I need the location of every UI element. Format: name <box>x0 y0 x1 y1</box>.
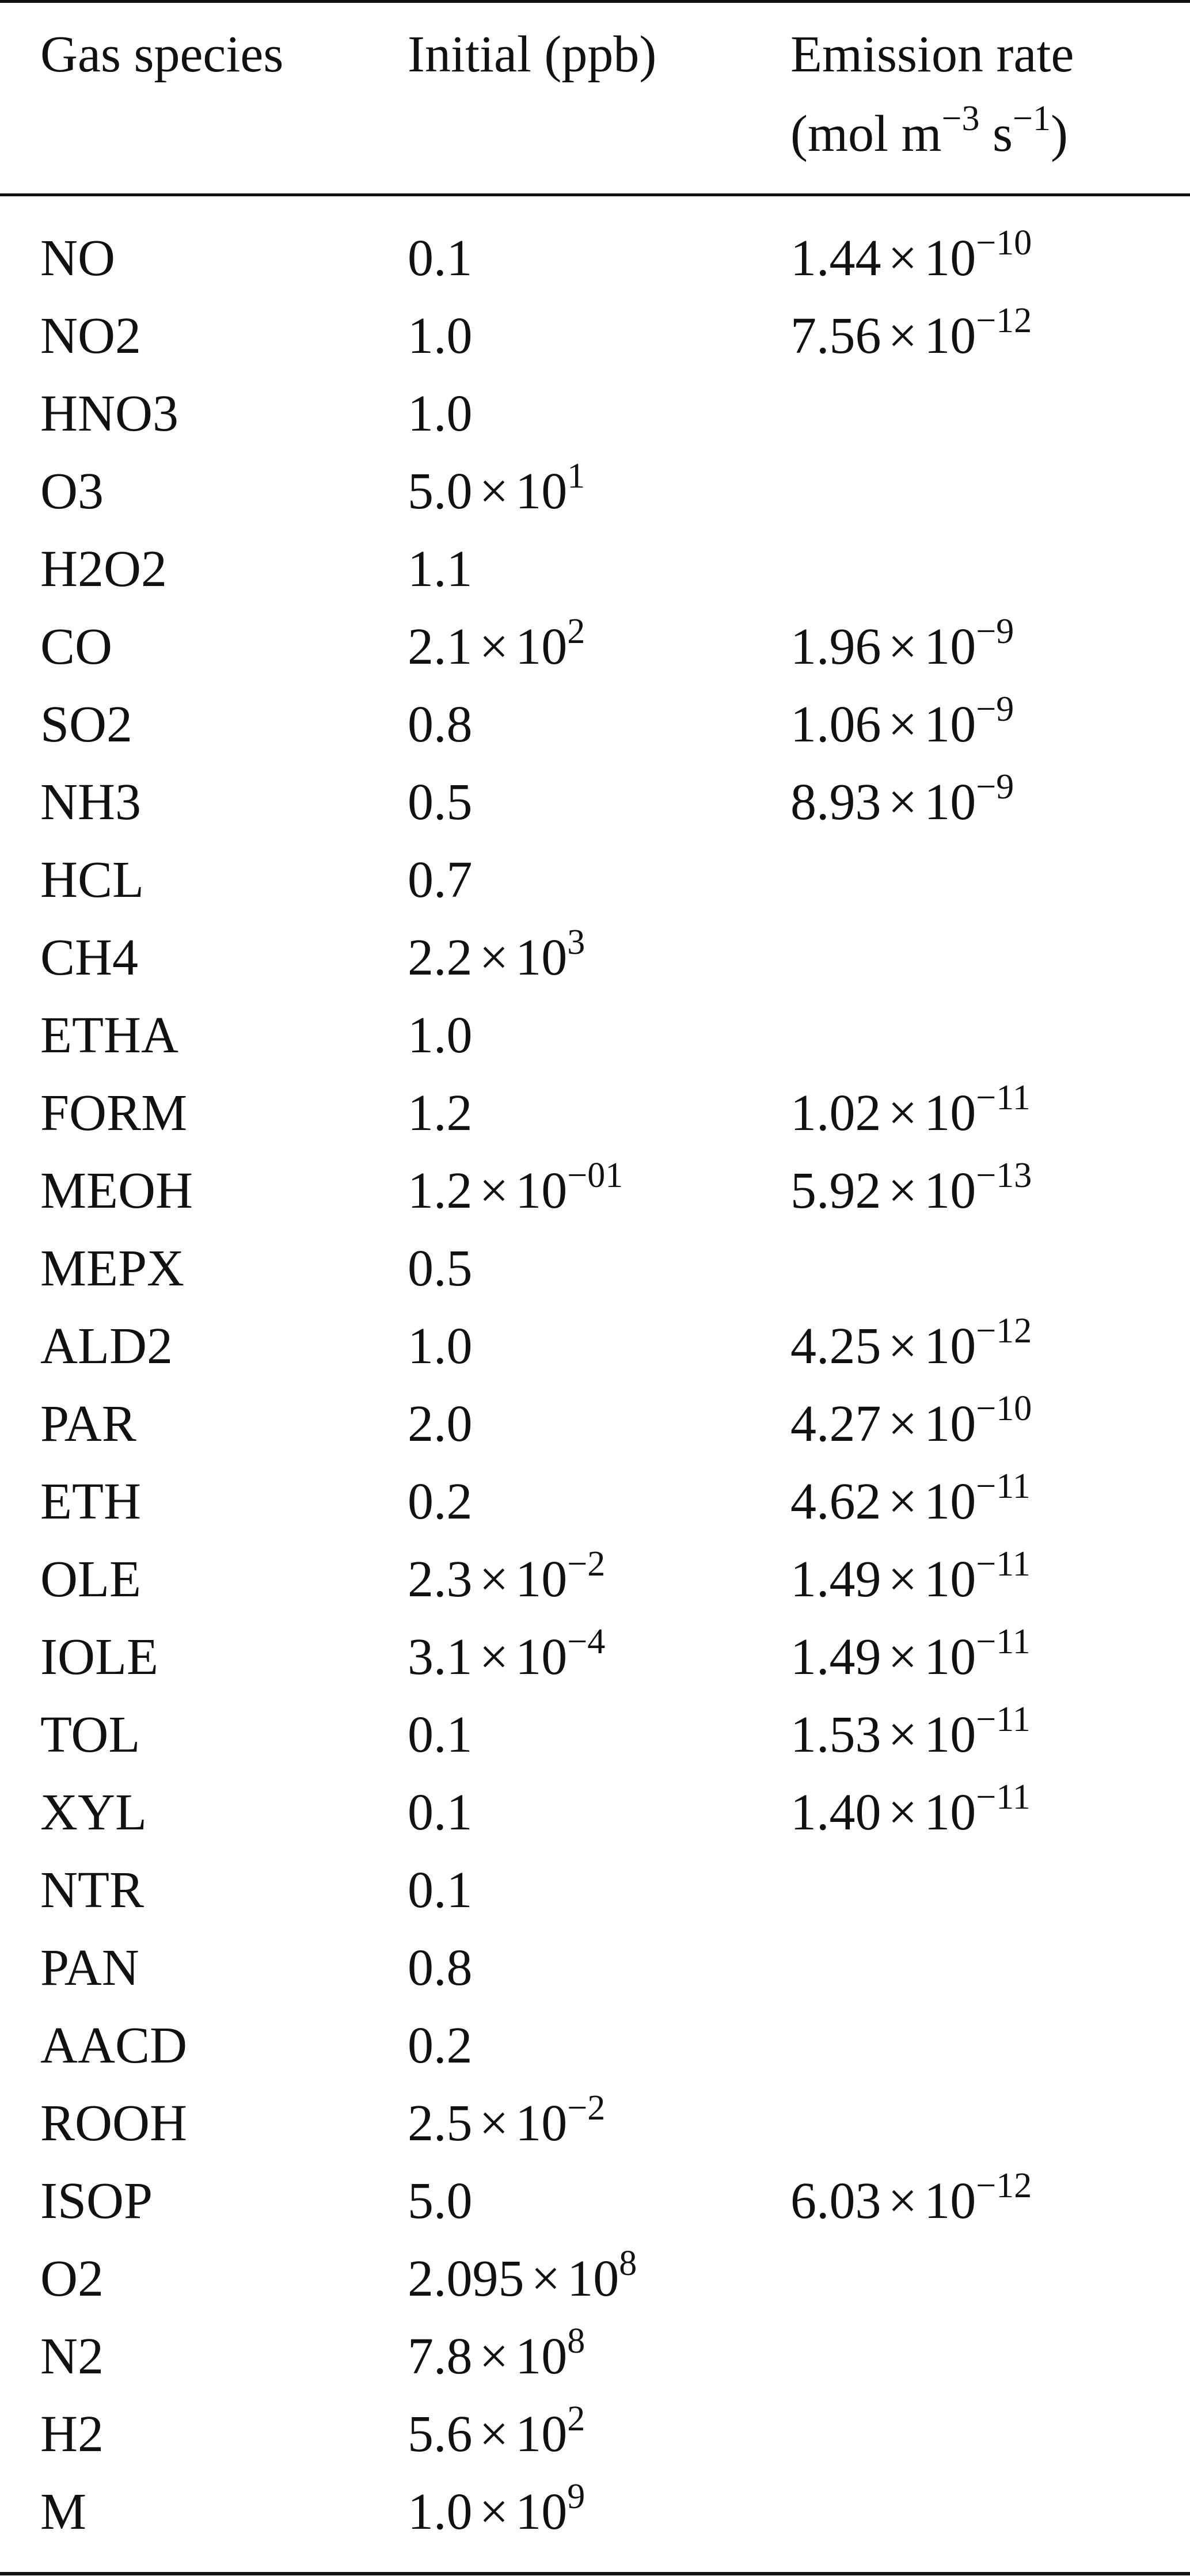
species-name: AACD <box>40 2017 188 2074</box>
value-base: 8.93 <box>790 774 881 831</box>
exponent: 8 <box>567 2322 586 2361</box>
species-name: M <box>40 2483 87 2540</box>
species-name: PAR <box>40 1395 136 1452</box>
exponent: −2 <box>567 2088 606 2128</box>
species-name: NO <box>40 230 115 287</box>
value-base: 0.5 <box>408 774 473 831</box>
times-sign: × <box>531 2250 561 2307</box>
power-base: 10 <box>924 1395 976 1452</box>
initial-value <box>408 696 473 753</box>
units-suffix: ) <box>1050 105 1068 162</box>
exponent: −2 <box>567 1544 606 1584</box>
times-sign: × <box>888 307 918 364</box>
value-base: 0.2 <box>408 1473 473 1530</box>
header-gas-species: Gas species <box>40 26 284 83</box>
power-base: 10 <box>567 2250 619 2307</box>
initial-value <box>408 1622 606 1685</box>
times-sign: × <box>888 774 918 831</box>
power-base: 10 <box>924 230 976 287</box>
power-base: 10 <box>924 1473 976 1530</box>
times-sign: × <box>888 1395 918 1452</box>
times-sign: × <box>479 2095 509 2152</box>
header-initial: Initial (ppb) <box>408 26 657 83</box>
initial-value <box>408 1784 473 1841</box>
power-base: 10 <box>515 1551 568 1608</box>
species-name: XYL <box>40 1784 147 1841</box>
times-sign: × <box>888 1551 918 1608</box>
power-base: 10 <box>515 618 568 675</box>
value-base: 4.25 <box>790 1318 881 1375</box>
emission-value <box>790 2166 1032 2229</box>
power-base: 10 <box>515 2406 568 2463</box>
species-name: H2O2 <box>40 541 167 598</box>
exponent: −01 <box>567 1156 623 1195</box>
exponent: −4 <box>567 1622 606 1661</box>
exponent: −12 <box>976 2166 1032 2205</box>
exponent: −13 <box>976 1156 1032 1195</box>
times-sign: × <box>888 1784 918 1841</box>
initial-value <box>408 2017 473 2074</box>
power-base: 10 <box>924 618 976 675</box>
value-base: 1.0 <box>408 307 473 364</box>
emission-value <box>790 1156 1032 1219</box>
initial-value <box>408 2477 586 2540</box>
exponent: 3 <box>567 923 586 962</box>
exponent: −9 <box>976 767 1014 806</box>
species-name: IOLE <box>40 1628 158 1685</box>
times-sign: × <box>479 1628 509 1685</box>
value-base: 1.2 <box>408 1085 473 1141</box>
value-base: 1.2 <box>408 1162 473 1219</box>
initial-value <box>408 2172 473 2229</box>
times-sign: × <box>888 230 918 287</box>
species-name: OLE <box>40 1551 141 1608</box>
exponent: −12 <box>976 301 1032 340</box>
times-sign: × <box>888 1085 918 1141</box>
emission-value <box>790 1622 1031 1685</box>
times-sign: × <box>479 2406 509 2463</box>
value-base: 1.0 <box>408 1318 473 1375</box>
initial-value <box>408 456 586 520</box>
header-emission-units <box>790 99 1068 162</box>
exponent: −11 <box>976 1778 1031 1817</box>
power-base: 10 <box>924 1551 976 1608</box>
species-name: H2 <box>40 2406 104 2463</box>
power-base: 10 <box>515 2483 568 2540</box>
initial-value <box>408 1862 473 1919</box>
times-sign: × <box>479 2483 509 2540</box>
value-base: 2.0 <box>408 1395 473 1452</box>
value-base: 2.095 <box>408 2250 524 2307</box>
species-name: NTR <box>40 1862 144 1919</box>
value-base: 1.0 <box>408 2483 473 2540</box>
initial-value <box>408 612 586 675</box>
initial-value <box>408 2088 606 2152</box>
species-name: FORM <box>40 1085 188 1141</box>
species-name: ROOH <box>40 2095 188 2152</box>
value-base: 2.5 <box>408 2095 473 2152</box>
exponent: −11 <box>976 1467 1031 1506</box>
exponent: −11 <box>976 1700 1031 1739</box>
initial-value <box>408 385 473 442</box>
exponent: −9 <box>976 612 1014 651</box>
value-base: 5.0 <box>408 463 473 520</box>
exponent: 2 <box>567 612 586 651</box>
value-base: 1.0 <box>408 385 473 442</box>
value-base: 2.2 <box>408 929 473 986</box>
exponent: −11 <box>976 1622 1031 1661</box>
value-base: 1.96 <box>790 618 881 675</box>
units-mid: s <box>979 105 1013 162</box>
emission-value <box>790 1544 1031 1608</box>
power-base: 10 <box>924 774 976 831</box>
value-base: 0.5 <box>408 1240 473 1297</box>
initial-value <box>408 1395 473 1452</box>
value-base: 0.1 <box>408 1706 473 1763</box>
header-rule <box>0 193 1190 196</box>
power-base: 10 <box>515 1162 568 1219</box>
species-name: PAN <box>40 1939 139 1996</box>
value-base: 0.7 <box>408 851 473 908</box>
times-sign: × <box>479 1551 509 1608</box>
emission-value <box>790 767 1014 831</box>
species-name: MEPX <box>40 1240 185 1297</box>
value-base: 2.1 <box>408 618 473 675</box>
value-base: 1.53 <box>790 1706 881 1763</box>
emission-value <box>790 612 1014 675</box>
exponent: −10 <box>976 1389 1032 1428</box>
species-name: CO <box>40 618 113 675</box>
power-base: 10 <box>924 1162 976 1219</box>
emission-value <box>790 1778 1031 1841</box>
initial-value <box>408 2399 586 2463</box>
initial-value <box>408 541 473 598</box>
power-base: 10 <box>924 696 976 753</box>
initial-value <box>408 774 473 831</box>
value-base: 4.62 <box>790 1473 881 1530</box>
initial-value <box>408 230 473 287</box>
exponent: 8 <box>619 2244 637 2283</box>
emission-value <box>790 223 1032 287</box>
initial-value <box>408 1240 473 1297</box>
emission-value <box>790 1311 1032 1375</box>
exponent: 2 <box>567 2399 586 2438</box>
table-bottom-rule <box>0 2572 1190 2575</box>
initial-value <box>408 1007 473 1064</box>
exponent: −10 <box>976 223 1032 262</box>
power-base: 10 <box>924 1085 976 1141</box>
initial-value <box>408 1087 473 1139</box>
times-sign: × <box>479 1162 509 1219</box>
value-base: 0.2 <box>408 2017 473 2074</box>
species-name: MEOH <box>40 1162 193 1219</box>
power-base: 10 <box>924 1706 976 1763</box>
species-name: ETHA <box>40 1007 178 1064</box>
species-name: ALD2 <box>40 1318 173 1375</box>
times-sign: × <box>479 463 509 520</box>
species-name: NH3 <box>40 774 141 831</box>
value-base: 0.8 <box>408 1939 473 1996</box>
times-sign: × <box>888 1706 918 1763</box>
value-base: 1.40 <box>790 1784 881 1841</box>
species-name: ETH <box>40 1473 141 1530</box>
species-name: O3 <box>40 463 104 520</box>
initial-value <box>408 1939 473 1996</box>
value-base: 7.56 <box>790 307 881 364</box>
initial-value <box>408 1544 606 1608</box>
units-exp1: −3 <box>941 99 980 138</box>
species-name: HCL <box>40 851 144 908</box>
value-base: 6.03 <box>790 2172 881 2229</box>
times-sign: × <box>888 1473 918 1530</box>
emission-value <box>790 1078 1031 1141</box>
power-base: 10 <box>924 1318 976 1375</box>
initial-value <box>408 851 473 908</box>
times-sign: × <box>888 1628 918 1685</box>
species-name: O2 <box>40 2250 104 2307</box>
power-base: 10 <box>515 2328 568 2385</box>
emission-value <box>790 1389 1032 1452</box>
power-base: 10 <box>515 929 568 986</box>
initial-value <box>408 923 586 986</box>
initial-value <box>408 307 473 364</box>
value-base: 0.1 <box>408 1784 473 1841</box>
times-sign: × <box>888 2172 918 2229</box>
initial-value <box>408 2244 637 2307</box>
initial-value <box>408 1318 473 1375</box>
power-base: 10 <box>924 307 976 364</box>
species-name: TOL <box>40 1706 140 1763</box>
exponent: 1 <box>567 456 586 496</box>
value-base: 0.8 <box>408 696 473 753</box>
value-base: 1.49 <box>790 1628 881 1685</box>
emission-value <box>790 690 1014 753</box>
times-sign: × <box>479 2328 509 2385</box>
initial-value <box>408 1706 473 1763</box>
value-base: 3.1 <box>408 1628 473 1685</box>
emission-value <box>790 1700 1031 1763</box>
exponent: 9 <box>567 2477 586 2516</box>
value-base: 0.1 <box>408 230 473 287</box>
species-name: CH4 <box>40 929 139 986</box>
power-base: 10 <box>924 1784 976 1841</box>
value-base: 7.8 <box>408 2328 473 2385</box>
power-base: 10 <box>515 463 568 520</box>
times-sign: × <box>888 1318 918 1375</box>
initial-value <box>408 2322 586 2385</box>
value-base: 1.49 <box>790 1551 881 1608</box>
value-base: 1.1 <box>408 541 473 598</box>
initial-value <box>408 1156 623 1219</box>
species-name: SO2 <box>40 696 133 753</box>
emission-value <box>790 1467 1031 1530</box>
value-base: 5.92 <box>790 1162 881 1219</box>
species-name: N2 <box>40 2328 104 2385</box>
power-base: 10 <box>924 2172 976 2229</box>
times-sign: × <box>888 618 918 675</box>
exponent: −12 <box>976 1311 1032 1350</box>
value-base: 2.3 <box>408 1551 473 1608</box>
times-sign: × <box>888 696 918 753</box>
exponent: −11 <box>976 1078 1031 1117</box>
value-base: 5.6 <box>408 2406 473 2463</box>
times-sign: × <box>479 929 509 986</box>
initial-value <box>408 1473 473 1530</box>
exponent: −9 <box>976 690 1014 729</box>
value-base: 4.27 <box>790 1395 881 1452</box>
value-base: 1.0 <box>408 1007 473 1064</box>
power-base: 10 <box>515 1628 568 1685</box>
value-base: 1.06 <box>790 696 881 753</box>
value-base: 0.1 <box>408 1862 473 1919</box>
value-base: 5.0 <box>408 2172 473 2229</box>
power-base: 10 <box>515 2095 568 2152</box>
header-emission-rate: Emission rate <box>790 26 1074 83</box>
exponent: −11 <box>976 1544 1031 1584</box>
units-prefix: (mol m <box>790 105 942 162</box>
table-top-rule <box>0 0 1190 3</box>
times-sign: × <box>888 1162 918 1219</box>
emission-value <box>790 301 1032 364</box>
species-name: NO2 <box>40 307 141 364</box>
units-exp2: −1 <box>1013 99 1051 138</box>
species-name: HNO3 <box>40 385 178 442</box>
value-base: 1.02 <box>790 1085 881 1141</box>
value-base: 1.44 <box>790 230 881 287</box>
times-sign: × <box>479 618 509 675</box>
power-base: 10 <box>924 1628 976 1685</box>
species-name: ISOP <box>40 2172 153 2229</box>
